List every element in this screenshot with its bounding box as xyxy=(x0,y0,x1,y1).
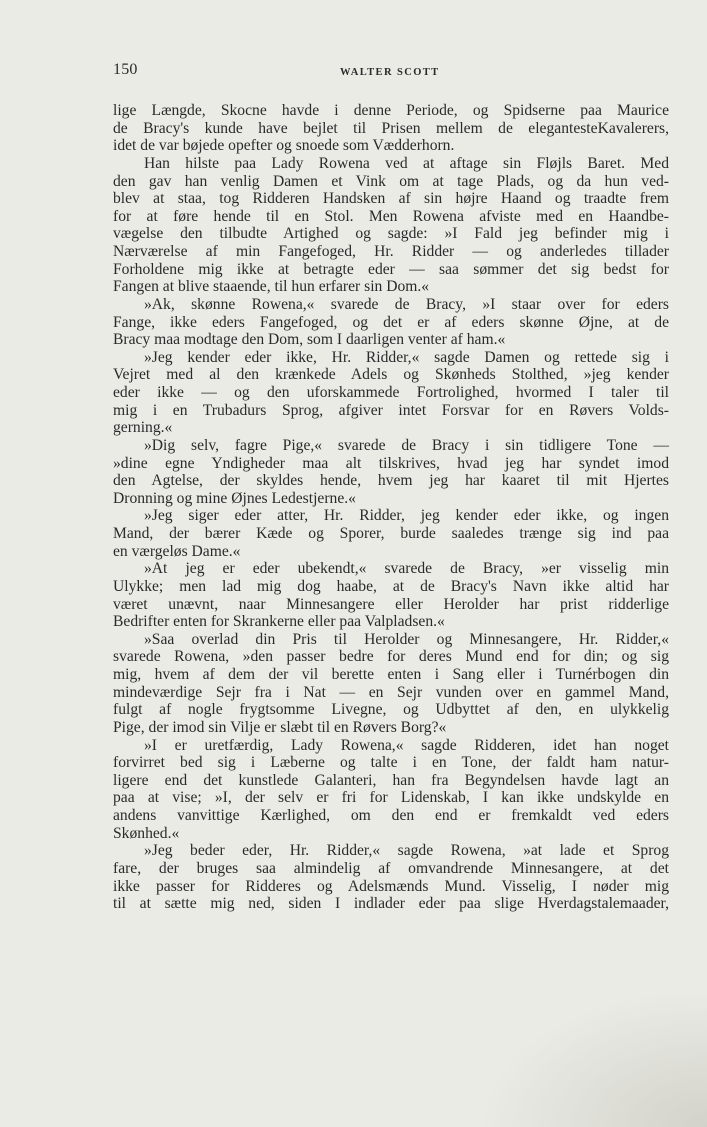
text-line: ligere end det kunstlede Galanteri, han fra Begyndelsen havde lagt an xyxy=(113,771,669,789)
text-line: »Dig selv, fagre Pige,« svarede de Bracy i sin tidligere Tone — xyxy=(144,436,669,454)
text-line: Nærværelse af min Fangefoged, Hr. Ridder — og anderledes tillader xyxy=(113,243,669,260)
text-line: eder ikke — og den uforskammede Fortrolighed, hvormed I taler til xyxy=(113,384,669,401)
text-line: mig, hvem af dem der vil berette enten i Sang eller i Turnérbogen din xyxy=(113,666,669,683)
text-line: Pige, der imod sin Vilje er slæbt til en Røvers Borg?« xyxy=(113,718,447,736)
text-line: fare, der bruges saa almindelig af omvandrende Minnesangere, at det xyxy=(113,859,669,877)
text-line: andens vanvittige Kærlighed, om den end er fremkaldt ved eders xyxy=(113,807,669,824)
text-line: »Jeg siger eder atter, Hr. Ridder, jeg kender eder ikke, og ingen xyxy=(144,507,669,525)
text-line: lige Længde, Skocne havde i denne Periode, og Spidserne paa Maurice xyxy=(113,102,669,119)
text-line: Forholdene mig ikke at betragte eder — saa sømmer det sig bedst for xyxy=(113,260,669,278)
text-line: fulgt af nogle frygtsomme Livegne, og Udbyttet af den, en ulykkelig xyxy=(113,701,669,719)
body-text xyxy=(113,102,669,913)
text-line: »dine egne Yndigheder maa alt tilskrives, hvad jeg har syndet imod xyxy=(113,454,669,472)
text-line: idet de var bøjede opefter og snoede som Vædderhorn. xyxy=(113,137,455,155)
text-line: svarede Rowena, »den passer bedre for deres Mund end for din; og sig xyxy=(113,648,669,666)
text-line: forvirret bed sig i Læberne og talte i en Tone, der faldt ham natur- xyxy=(113,754,669,772)
text-line: »Jeg kender eder ikke, Hr. Ridder,« sagde Damen og rettede sig i xyxy=(144,348,669,366)
text-line: for at føre hende til en Stol. Men Rowena afviste med en Haandbe- xyxy=(113,207,669,225)
text-line: ikke passer for Ridderes og Adelsmænds Mund. Visselig, I nøder mig xyxy=(113,877,669,895)
text-line: blev at staa, tog Ridderen Handsken af sin højre Haand og traadte frem xyxy=(113,190,669,208)
text-line: Dronning og mine Øjnes Ledestjerne.« xyxy=(113,489,356,507)
text-line: de Bracy's kunde have bejlet til Prisen mellem de elegantesteKavalerers, xyxy=(113,119,669,137)
text-line: en værgeløs Dame.« xyxy=(113,542,241,560)
page-edge-shadow xyxy=(477,987,707,1127)
page-number: 150 xyxy=(113,61,138,78)
text-line: Ulykke; men lad mig dog haabe, at de Bracy's Navn ikke altid har xyxy=(113,577,669,595)
text-line: vægelse den tilbudte Artighed og sagde: »I Fald jeg befinder mig i xyxy=(113,225,669,243)
text-line: Han hilste paa Lady Rowena ved at aftage sin Fløjls Baret. Med xyxy=(144,154,669,172)
text-line: Fange, ikke eders Fangefoged, og det er af eders skønne Øjne, at de xyxy=(113,313,669,331)
text-line: Skønhed.« xyxy=(113,824,180,842)
text-line: Vejret med al den krænkede Adels og Skønheds Stolthed, »jeg kender xyxy=(113,366,669,384)
text-line: den Agtelse, der skyldes hende, hvem jeg har kaaret til mit Hjertes xyxy=(113,472,669,490)
text-line: »Saa overlad din Pris til Herolder og Minnesangere, Hr. Ridder,« xyxy=(144,630,669,648)
text-line: Mand, der bærer Kæde og Sporer, burde saaledes trænge sig ind paa xyxy=(113,525,669,542)
text-line: mindeværdige Sejr fra i Nat — en Sejr vunden over en gammel Mand, xyxy=(113,683,669,701)
text-line: paa at vise; »I, der selv er fri for Lidenskab, I kan ikke undskylde en xyxy=(113,789,669,807)
running-head: WALTER SCOTT xyxy=(340,67,440,78)
text-line: Fangen at blive staaende, til hun erfarer sin Dom.« xyxy=(113,278,430,296)
text-line: »At jeg er eder ubekendt,« svarede de Bracy, »er visselig min xyxy=(144,560,669,578)
text-line: været unævnt, naar Minnesangere eller Herolder har prist ridderlige xyxy=(113,595,669,613)
text-line: »Jeg beder eder, Hr. Ridder,« sagde Rowena, »at lade et Sprog xyxy=(144,842,669,860)
text-line: den gav han venlig Damen et Vink om at tage Plads, og da hun ved- xyxy=(113,172,669,190)
text-line: mig i en Trubadurs Sprog, afgiver intet Forsvar for en Røvers Volds- xyxy=(113,401,669,419)
text-line: »Ak, skønne Rowena,« svarede de Bracy, »I staar over for eders xyxy=(144,295,669,313)
text-line: »I er uretfærdig, Lady Rowena,« sagde Ridderen, idet han noget xyxy=(144,736,669,754)
text-line: til at sætte mig ned, siden I indlader eder paa slige Hverdagstalemaader, xyxy=(113,895,669,913)
text-line: gerning.« xyxy=(113,419,173,437)
text-line: Bracy maa modtage den Dom, som I daarligen venter af ham.« xyxy=(113,331,506,349)
text-line: Bedrifter enten for Skrankerne eller paa Valpladsen.« xyxy=(113,613,445,631)
